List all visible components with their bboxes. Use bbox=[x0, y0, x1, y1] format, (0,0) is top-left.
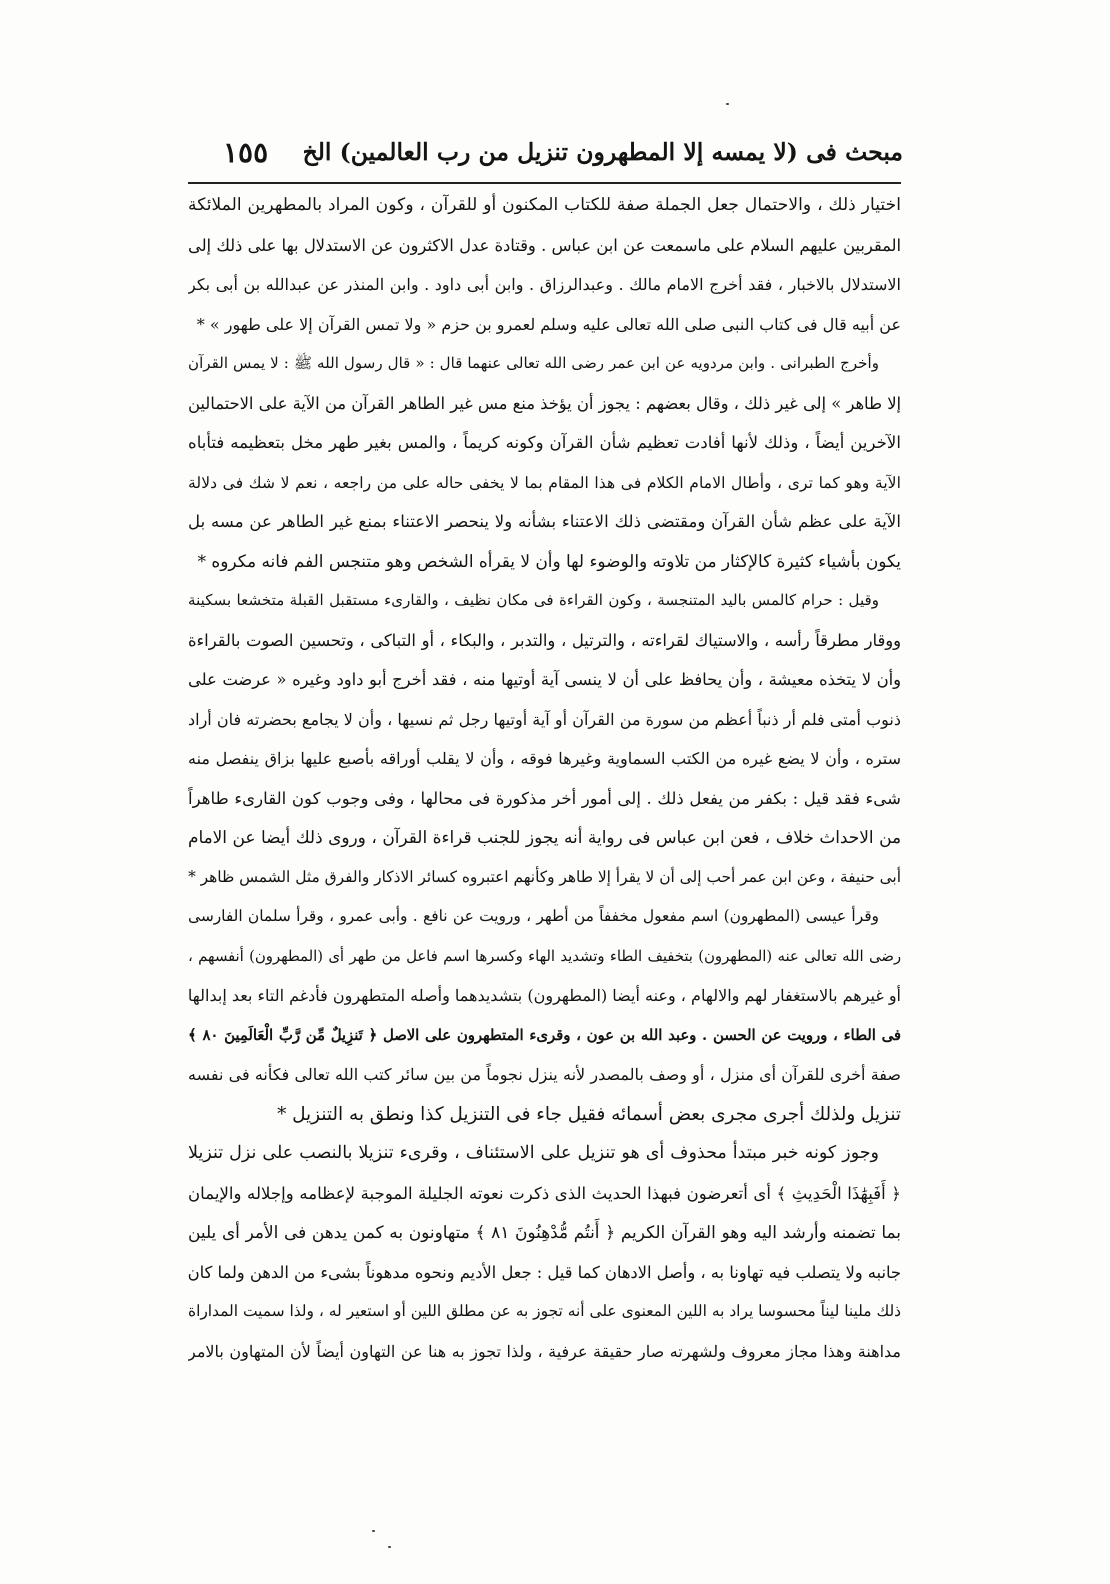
text-line: عن أبيه قال فى كتاب النبى صلى الله تعالى عليه وسلم لعمرو بن حزم « ولا تمس القرآن إلا على طهور » * bbox=[196, 314, 901, 334]
text-line: وجوز كونه خبر مبتدأ محذوف أى هو تنزيل على الاستئناف ، وقرىء تنزيلا بالنصب على نزل تنزيلا bbox=[188, 1143, 879, 1163]
text-line: تنزيل ولذلك أجرى مجرى بعض أسمائه فقيل جاء فى التنزيل كذا ونطق به التنزيل * bbox=[277, 1103, 901, 1125]
text-line-with-verse: بما تضمنه وأرشد اليه وهو القرآن الكريم ﴿ أَنتُم مُّدْهِنُونَ ٨١ ﴾ متهاونون به كمن يدهن فى الأمر أى يلين bbox=[188, 1222, 901, 1242]
page-number: ١٥٥ bbox=[223, 136, 269, 169]
text-line: ذنوب أمتى فلم أر ذنباً أعظم من سورة من القرآن أو آية أوتيها رجل ثم نسيها ، وأن لا يجامع بحضرته فان أراد bbox=[188, 709, 901, 729]
print-speck bbox=[726, 103, 729, 105]
text-line: وأخرج الطبرانى . وابن مردويه عن ابن عمر رضى الله تعالى عنهما قال : « قال رسول الله ﷺ : لا يمس القرآن bbox=[188, 354, 879, 372]
print-speck bbox=[372, 1530, 375, 1532]
text-line: أو غيرهم بالاستغفار لهم والالهام ، وعنه أيضا (المطهرون) بتشديدهما وأصله المتطهرون فأدغم التاء بعد إبدالها bbox=[188, 986, 901, 1005]
text-line: شىء فقد قيل : بكفر من يفعل ذلك . إلى أمور أخر مذكورة فى محالها ، وفى وجوب كون القارىء طاهراً bbox=[188, 788, 901, 808]
text-line: الآية على عظم شأن القرآن ومقتضى ذلك الاعتناء بشأنه ولا ينحصر الاعتناء بمنع غير الطاهر عن مسه بل bbox=[188, 512, 901, 531]
text-line: الآية وهو كما ترى ، وأطال الامام الكلام فى هذا المقام بما لا يخفى حاله على من راجعه ، نعم لا شك فى دلالة bbox=[188, 472, 901, 492]
page-body bbox=[188, 186, 901, 1371]
text-line: أبى حنيفة ، وعن ابن عمر أحب إلى أن لا يقرأ إلا طاهر وكأنهم اعتبروه كسائر الاذكار والفرق مثل الشمس ظاهر * bbox=[188, 867, 901, 886]
text-line-with-verse: فى الطاء ، ورويت عن الحسن . وعبد الله بن عون ، وقرىء المتطهرون على الاصل ﴿ تَنزِيلٌ مِّن رَّبِّ الْعَالَمِينَ ٨٠ ﴾ bbox=[188, 1026, 901, 1044]
header-divider bbox=[188, 182, 901, 184]
text-line: اختيار ذلك ، والاحتمال جعل الجملة صفة للكتاب المكنون أو للقرآن ، وكون المراد بالمطهرين الملائكة bbox=[188, 195, 901, 215]
page-header bbox=[185, 134, 903, 180]
text-line: يكون بأشياء كثيرة كالإكثار من تلاوته والوضوء لها وأن لا يقرأه الشخص وهو متنجس الفم فانه مكروه * bbox=[197, 550, 901, 571]
text-line: رضى الله تعالى عنه (المطهرون) بتخفيف الطاء وتشديد الهاء وكسرها اسم فاعل من طهر أى (المطهرون) أنفسهم ، bbox=[188, 947, 901, 965]
text-line: من الاحداث خلاف ، فعن ابن عباس فى رواية أنه يجوز للجنب قراءة القرآن ، وروى ذلك أيضا عن الامام bbox=[188, 827, 901, 847]
text-line: ستره ، وأن لا يضع غيره من الكتب السماوية وغيرها فوقه ، وأن لا يقلب أوراقه بأصبع عليها بزاق ينفصل منه bbox=[188, 749, 901, 768]
text-line: ذلك ملينا ليناً محسوسا يراد به اللين المعنوى على أنه تجوز به عن مطلق اللين أو استعير له ، ولذا سميت المداراة bbox=[188, 1302, 901, 1320]
text-line: الاستدلال بالاخبار ، فقد أخرج الامام مالك . وعبدالرزاق . وابن أبى داود . وابن المنذر عن عبدالله بن أبى بكر bbox=[188, 275, 901, 294]
text-line: مداهنة وهذا مجاز معروف ولشهرته صار حقيقة عرفية ، ولذا تجوز به هنا عن التهاون أيضاً لأن المتهاون بالامر bbox=[188, 1341, 901, 1361]
text-line: إلا طاهر » إلى غير ذلك ، وقال بعضهم : يجوز أن يؤخذ منع مس غير الطاهر القرآن من الآية على الاحتمالين bbox=[188, 393, 901, 413]
running-title: مبحث فى (لا يمسه إلا المطهرون تنزيل من رب العالمين) الخ bbox=[302, 138, 903, 166]
print-speck bbox=[388, 1546, 391, 1548]
text-line: وقرأ عيسى (المطهرون) اسم مفعول مخففاً من أطهر ، ورويت عن نافع . وأبى عمرو ، وقرأ سلمان الفارسى bbox=[188, 907, 879, 925]
text-line: الآخرين أيضاً ، وذلك لأنها أفادت تعظيم شأن القرآن وكونه كريماً ، والمس بغير طهر مخل بتعظيمه فتأباه bbox=[188, 433, 901, 452]
text-line: المقربين عليهم السلام على ماسمعت عن ابن عباس . وقتادة عدل الاكثرون عن الاستدلال بها على ذلك إلى bbox=[188, 235, 901, 255]
text-line: صفة أخرى للقرآن أى منزل ، أو وصف بالمصدر لأنه ينزل نجوماً من بين سائر كتب الله تعالى فكأنه فى نفسه bbox=[188, 1065, 901, 1084]
text-line: وأن لا يتخذه معيشة ، وأن يحافظ على أن لا ينسى آية أوتيها منه ، فقد أخرج أبو داود وغيره « عرضت على bbox=[188, 670, 901, 689]
text-line-with-verse: ﴿ أَفَبِهَٰذَا الْحَدِيثِ ﴾ أى أتعرضون فبهذا الحديث الذى ذكرت نعوته الجليلة الموجبة لإعظامه وإجلاله والإيمان bbox=[188, 1183, 901, 1203]
text-line: جانبه ولا يتصلب فيه تهاونا به ، وأصل الادهان كما قيل : جعل الأديم ونحوه مدهوناً بشىء من الدهن ولما كان bbox=[188, 1262, 901, 1282]
text-line: ووقار مطرقاً رأسه ، والاستياك لقراءته ، والترتيل ، والتدبر ، والبكاء ، أو التباكى ، وتحسين الصوت بالقراءة bbox=[188, 630, 901, 650]
text-line: وقيل : حرام كالمس باليد المتنجسة ، وكون القراءة فى مكان نظيف ، والقارىء مستقبل القبلة متخشعا بسكينة bbox=[188, 591, 879, 609]
